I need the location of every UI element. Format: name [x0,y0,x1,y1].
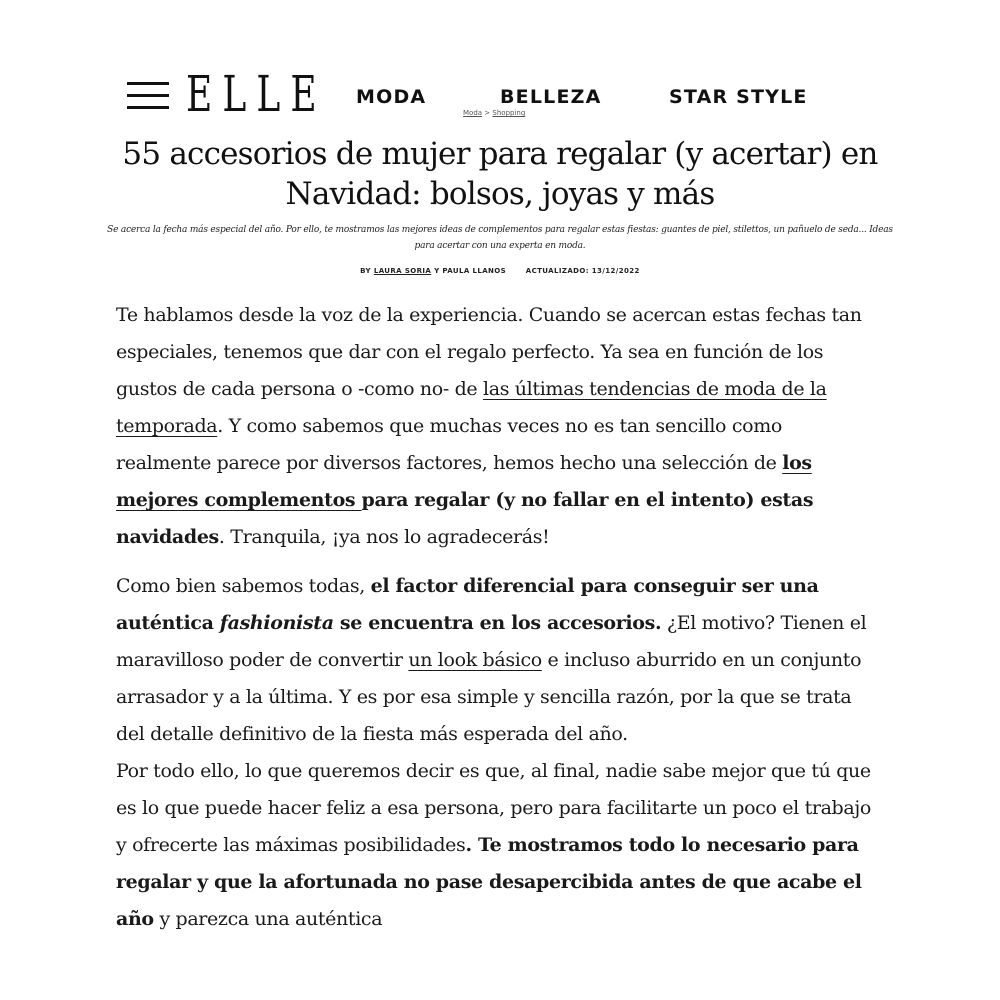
nav-belleza[interactable]: BELLEZA [500,86,602,108]
byline-by: BY [360,267,371,275]
article-title: 55 accesorios de mujer para regalar (y acertar) en Navidad: bolsos, joyas y más [122,136,878,212]
p3-text-2: y parezca una auténtica [153,908,383,930]
p2-bold-1: el factor diferencial para conseguir ser una auténtica [116,575,819,634]
paragraph-1 [116,297,876,556]
menu-icon-bar [127,82,169,85]
link-mejores-complementos[interactable]: los mejores complementos [116,452,812,511]
article-body [116,297,876,938]
breadcrumb-shopping[interactable]: Shopping [492,109,526,117]
breadcrumb-separator: > [484,109,491,117]
p2-text-1: Como bien sabemos todas, [116,575,371,597]
breadcrumb [463,108,525,118]
link-ultimas-tendencias[interactable]: las últimas tendencias de moda de la temporada [116,378,827,437]
menu-icon-bar [127,106,169,109]
p1-bold-text: para regalar (y no fallar en el intento) estas navidades [116,489,814,548]
nav-moda[interactable]: MODA [356,86,427,108]
byline [240,266,760,276]
link-look-basico[interactable]: un look básico [408,649,542,671]
author-laura-soria[interactable]: LAURA SORIA [373,267,432,275]
elle-logo[interactable]: ELLE [186,65,327,123]
nav-star-style[interactable]: STAR STYLE [669,86,808,108]
p2-bold-2: se encuentra en los accesorios. [333,612,662,634]
p3-bold: . Te mostramos todo lo necesario para regalar y que la afortunada no pase desapercibida antes de que acabe el año [116,834,862,930]
updated-date: ACTUALIZADO: 13/12/2022 [525,267,640,275]
p1-text-2: . Y como sabemos que muchas veces no es tan sencillo como realmente parece por diversos factores, hemos hecho una selección de [116,415,783,474]
article-standfirst: Se acerca la fecha más especial del año. Por ello, te mostramos las mejores ideas de complementos para regalar estas fiestas: guantes de piel, stilettos, un pañuelo de seda... Ideas para acertar con una experta en moda. [107,225,893,251]
p1-text-3: . Tranquila, ¡ya nos lo agradecerás! [218,526,550,548]
menu-icon-bar [127,94,169,97]
breadcrumb-moda[interactable]: Moda [463,109,483,117]
p2-text-2: ¿El motivo? Tienen el maravilloso poder de convertir [116,612,867,671]
p2-fashionista: fashionista [219,612,334,634]
paragraph-3 [116,753,876,938]
byline-and: Y [434,267,440,275]
menu-icon[interactable] [127,79,169,113]
paragraph-2 [116,568,876,753]
p3-text-1: Por todo ello, lo que queremos decir es que, al final, nadie sabe mejor que tú que es lo que puede hacer feliz a esa persona, pero para facilitarte un poco el trabajo y ofrecerte las máximas posibilidades [116,760,871,856]
p1-text-1: Te hablamos desde la voz de la experiencia. Cuando se acercan estas fechas tan especiales, tenemos que dar con el regalo perfecto. Ya sea en función de los gustos de cada persona o -como no- de [116,304,862,400]
author-paula-llanos: PAULA LLANOS [442,267,507,275]
p2-text-3: e incluso aburrido en un conjunto arrasador y a la última. Y es por esa simple y sencilla razón, por la que se trata del detalle definitivo de la fiesta más esperada del año. [116,649,862,745]
